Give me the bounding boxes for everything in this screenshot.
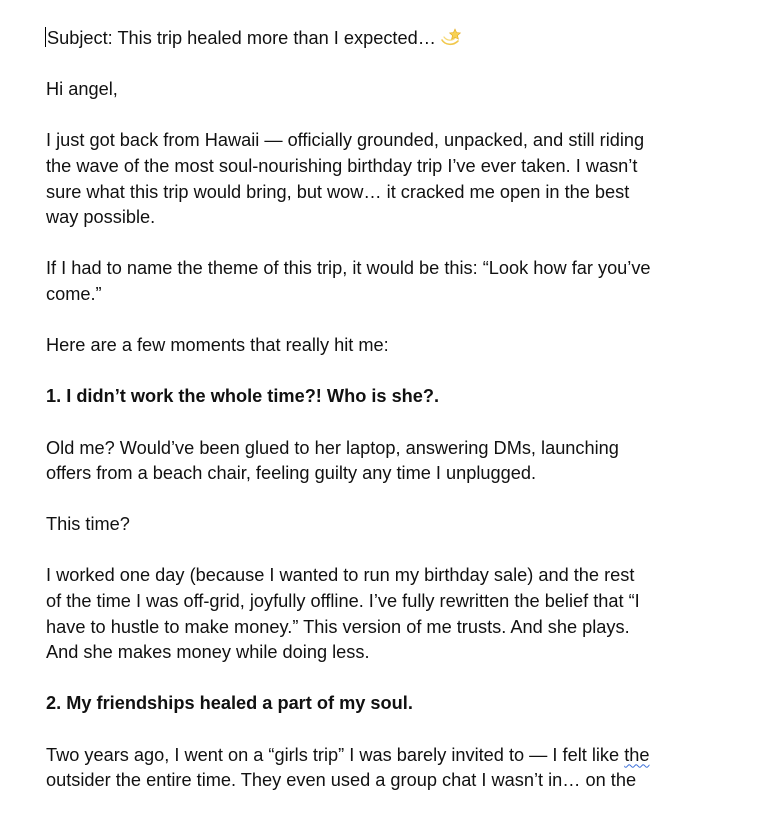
subject-paragraph[interactable] xyxy=(46,26,706,52)
intro-paragraph[interactable] xyxy=(46,128,706,230)
worked-line-1: I worked one day (because I wanted to run my birthday sale) and the rest xyxy=(46,565,635,586)
theme-line-1: If I had to name the theme of this trip, it would be this: “Look how far you’ve xyxy=(46,258,651,279)
subject-text: Subject: This trip healed more than I expected… xyxy=(47,28,436,48)
heading-1-text: 1. I didn’t work the whole time?! Who is she?. xyxy=(46,386,440,407)
intro-line-3: sure what this trip would bring, but wow… it cracked me open in the best xyxy=(46,181,630,202)
girls-trip-line-1 xyxy=(46,743,706,769)
text-cursor xyxy=(45,27,46,47)
subject-line[interactable] xyxy=(46,26,706,52)
theme-paragraph[interactable] xyxy=(46,256,706,307)
intro-line-4: way possible. xyxy=(46,207,156,228)
girls-trip-line-1-text: Two years ago, I went on a “girls trip” I was barely invited to — I felt like xyxy=(46,744,625,765)
worked-paragraph[interactable] xyxy=(46,563,706,665)
intro-line-2: the wave of the most soul-nourishing birthday trip I’ve ever taken. I wasn’t xyxy=(46,155,638,176)
worked-line-2: of the time I was off-grid, joyfully offline. I’ve fully rewritten the belief that “I xyxy=(46,591,640,612)
intro-line-1: I just got back from Hawaii — officially grounded, unpacked, and still riding xyxy=(46,130,645,151)
greeting-text: Hi angel, xyxy=(46,79,118,100)
this-time-text: This time? xyxy=(46,514,130,535)
this-time-paragraph[interactable] xyxy=(46,512,706,538)
girls-trip-line-2: outsider the entire time. They even used a group chat I wasn’t in… on the xyxy=(46,770,637,791)
old-me-line-1: Old me? Would’ve been glued to her laptop, answering DMs, launching xyxy=(46,437,619,458)
old-me-paragraph[interactable] xyxy=(46,436,706,487)
girls-trip-paragraph[interactable] xyxy=(46,743,706,794)
moments-intro-paragraph[interactable] xyxy=(46,333,706,359)
theme-line-2: come.” xyxy=(46,283,102,304)
heading-2-text: 2. My friendships healed a part of my soul. xyxy=(46,693,413,714)
heading-1[interactable] xyxy=(46,384,706,410)
old-me-line-2: offers from a beach chair, feeling guilty any time I unplugged. xyxy=(46,463,537,484)
spellcheck-word[interactable]: the xyxy=(624,744,650,765)
worked-line-4: And she makes money while doing less. xyxy=(46,642,370,663)
greeting-paragraph[interactable] xyxy=(46,77,706,103)
heading-2[interactable] xyxy=(46,691,706,717)
worked-line-3: have to hustle to make money.” This version of me trusts. And she plays. xyxy=(46,616,630,637)
moments-intro-text: Here are a few moments that really hit me: xyxy=(46,335,389,356)
document-body[interactable] xyxy=(46,26,706,819)
dizzy-star-icon xyxy=(440,27,462,47)
